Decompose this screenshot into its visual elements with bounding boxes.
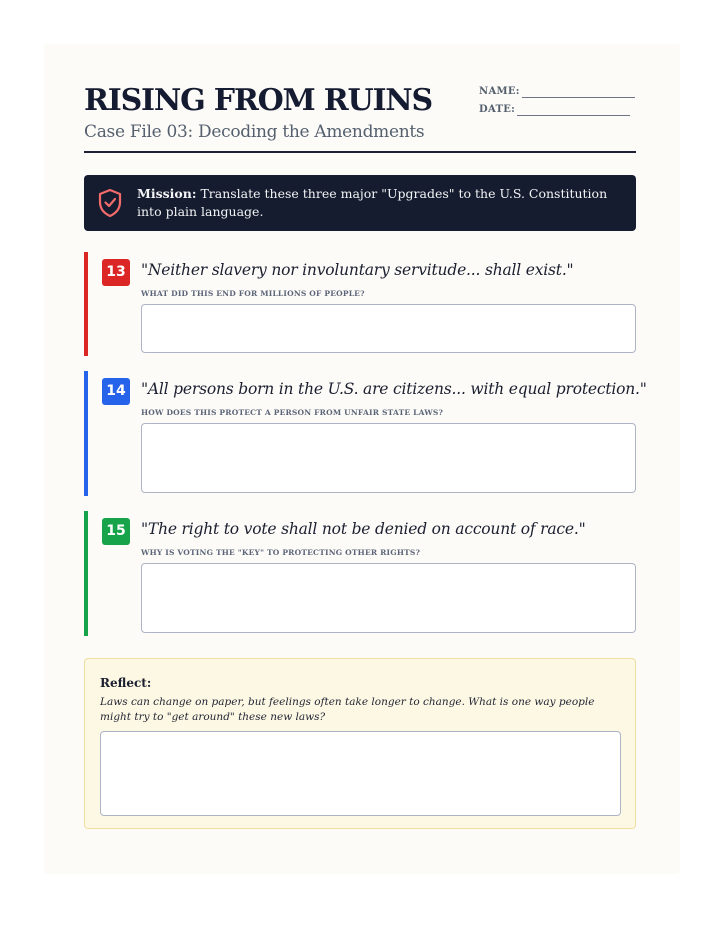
amendment-15-badge: 15 <box>102 518 130 545</box>
mission-label: Mission: <box>137 186 197 201</box>
reflect-text: Laws can change on paper, but feelings often take longer to change. What is one way people might try to "get around" these new laws? <box>100 696 595 723</box>
mission-body: Translate these three major "Upgrades" to the U.S. Constitution into plain language. <box>137 186 608 219</box>
date-label: DATE: <box>479 104 516 115</box>
page-subtitle: Case File 03: Decoding the Amendments <box>84 122 425 142</box>
shield-icon <box>97 188 123 218</box>
date-line[interactable] <box>517 115 630 116</box>
amendment-13-section <box>84 252 636 356</box>
date-field[interactable] <box>479 104 515 115</box>
amendment-14-badge: 14 <box>102 378 130 405</box>
page-title: RISING FROM RUINS <box>84 83 432 118</box>
amendment-13-badge: 13 <box>102 259 130 286</box>
reflect-heading: Reflect: <box>100 676 152 690</box>
amendment-15-quote: "The right to vote shall not be denied on account of race." <box>141 520 586 538</box>
amendment-14-answer-box[interactable] <box>141 423 636 493</box>
amendment-13-quote: "Neither slavery nor involuntary servitude... shall exist." <box>141 261 574 279</box>
amendment-15-accent-bar <box>84 511 88 636</box>
reflect-answer-box[interactable] <box>100 731 621 816</box>
amendment-14-section <box>84 371 647 496</box>
amendment-14-accent-bar <box>84 371 88 496</box>
name-label: NAME: <box>479 86 520 97</box>
amendment-14-quote: "All persons born in the U.S. are citizens... with equal protection." <box>141 380 647 398</box>
amendment-15-section <box>84 511 636 636</box>
reflect-box <box>84 658 636 829</box>
mission-banner <box>84 175 636 231</box>
name-line[interactable] <box>522 97 635 98</box>
amendment-13-accent-bar <box>84 252 88 356</box>
name-field[interactable] <box>479 86 520 97</box>
amendment-15-prompt: WHY IS VOTING THE "KEY" TO PROTECTING OTHER RIGHTS? <box>141 548 421 557</box>
amendment-15-answer-box[interactable] <box>141 563 636 633</box>
amendment-13-prompt: WHAT DID THIS END FOR MILLIONS OF PEOPLE? <box>141 289 365 298</box>
header-divider <box>84 151 636 153</box>
mission-text <box>137 185 627 221</box>
amendment-13-answer-box[interactable] <box>141 304 636 353</box>
amendment-14-prompt: HOW DOES THIS PROTECT A PERSON FROM UNFAIR STATE LAWS? <box>141 408 444 417</box>
